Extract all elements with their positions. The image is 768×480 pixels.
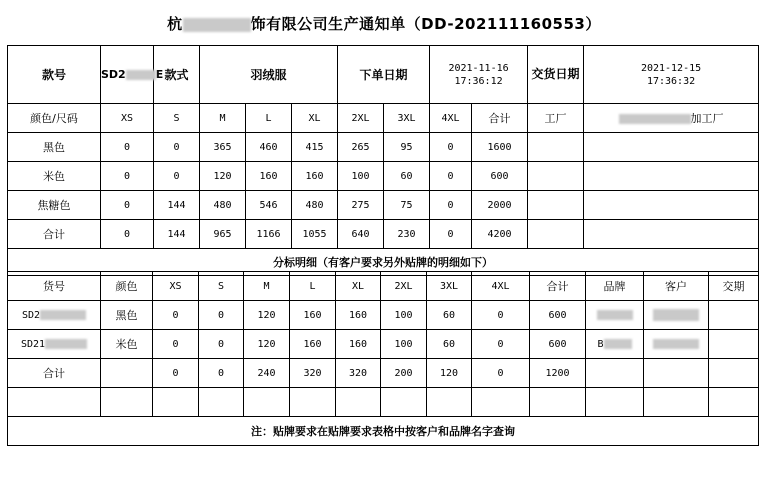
- style-value: 羽绒服: [200, 46, 338, 104]
- empty-cell: [244, 388, 290, 417]
- empty-cell: [584, 191, 759, 220]
- size-header-cell: 2XL: [381, 272, 427, 301]
- qty-cell: 120: [427, 359, 472, 388]
- item-no-prefix: SD2: [21, 309, 41, 321]
- color-cell: 米色: [101, 330, 153, 359]
- qty-cell: 160: [292, 162, 338, 191]
- style-no-value: [101, 46, 164, 104]
- redacted-text: [45, 339, 87, 349]
- style-no-label: 款号: [8, 46, 101, 104]
- qty-cell: 200: [381, 359, 427, 388]
- empty-cell: [528, 162, 584, 191]
- qty-cell: 265: [338, 133, 384, 162]
- redacted-text: [126, 70, 156, 80]
- note-row: [8, 417, 759, 446]
- color-header: 颜色: [101, 272, 153, 301]
- qty-cell: 0: [430, 191, 472, 220]
- qty-cell: 60: [427, 330, 472, 359]
- order-date-label: 下单日期: [338, 46, 430, 104]
- color-cell: 米色: [8, 162, 101, 191]
- size-header-cell: XL: [292, 104, 338, 133]
- total-label: 合计: [8, 359, 101, 388]
- redacted-text: [40, 310, 86, 320]
- empty-cell: [586, 359, 644, 388]
- row-total: 600: [472, 162, 528, 191]
- table-row: [8, 330, 759, 359]
- customer-cell: [644, 301, 709, 330]
- table-row: [8, 191, 759, 220]
- customer-cell: [644, 330, 709, 359]
- empty-cell: [584, 220, 759, 249]
- table-row: [8, 162, 759, 191]
- qty-cell: 0: [154, 133, 200, 162]
- empty-cell: [153, 388, 199, 417]
- qty-cell: 120: [200, 162, 246, 191]
- brand-header: 品牌: [586, 272, 644, 301]
- qty-cell: 415: [292, 133, 338, 162]
- qty-cell: 160: [336, 301, 381, 330]
- factory-value: [584, 104, 759, 133]
- header-row: [8, 46, 759, 104]
- color-cell: 黑色: [101, 301, 153, 330]
- row-total: 2000: [472, 191, 528, 220]
- empty-cell: [101, 388, 153, 417]
- size-header-cell: 3XL: [384, 104, 430, 133]
- empty-cell: [427, 388, 472, 417]
- size-header-row: [8, 104, 759, 133]
- size-header-cell: 3XL: [427, 272, 472, 301]
- size-header-cell: 4XL: [472, 272, 530, 301]
- qty-cell: 275: [338, 191, 384, 220]
- qty-cell: 0: [199, 301, 244, 330]
- color-size-label: 颜色/尺码: [8, 104, 101, 133]
- redacted-text: [604, 339, 632, 349]
- item-no-prefix: SD21: [20, 338, 46, 350]
- qty-cell: 144: [154, 220, 200, 249]
- qty-cell: 144: [154, 191, 200, 220]
- row-total: 1600: [472, 133, 528, 162]
- item-no-header: 货号: [8, 272, 101, 301]
- total-header: 合计: [472, 104, 528, 133]
- qty-cell: 160: [336, 330, 381, 359]
- qty-cell: 0: [101, 162, 154, 191]
- qty-cell: 1166: [246, 220, 292, 249]
- customer-header: 客户: [644, 272, 709, 301]
- factory-label: 工厂: [528, 104, 584, 133]
- qty-cell: 0: [154, 162, 200, 191]
- size-header-cell: S: [199, 272, 244, 301]
- color-cell: 焦糖色: [8, 191, 101, 220]
- document-title: [0, 13, 768, 34]
- qty-cell: 0: [472, 330, 530, 359]
- qty-cell: 320: [290, 359, 336, 388]
- item-no-cell: [8, 301, 101, 330]
- empty-cell: [644, 388, 709, 417]
- style-no-suffix: E: [155, 68, 164, 81]
- empty-cell: [528, 133, 584, 162]
- factory-suffix: 加工厂: [690, 112, 724, 125]
- delivery-date-value: [584, 46, 759, 104]
- order-time: 17:36:12: [454, 75, 503, 87]
- size-table: [7, 45, 759, 276]
- size-header-cell: M: [200, 104, 246, 133]
- size-header-cell: L: [290, 272, 336, 301]
- qty-cell: 240: [244, 359, 290, 388]
- note: 注：贴牌要求在贴牌要求表格中按客户和品牌名字查询: [8, 417, 759, 446]
- empty-cell: [709, 359, 759, 388]
- detail-header-row: [8, 272, 759, 301]
- qty-cell: 0: [472, 301, 530, 330]
- qty-cell: 120: [244, 330, 290, 359]
- table-row: [8, 301, 759, 330]
- delivery-date-label: 交货日期: [528, 46, 584, 104]
- qty-cell: 160: [290, 330, 336, 359]
- table-row: [8, 133, 759, 162]
- qty-cell: 640: [338, 220, 384, 249]
- empty-cell: [586, 388, 644, 417]
- qty-cell: 460: [246, 133, 292, 162]
- qty-cell: 120: [244, 301, 290, 330]
- empty-cell: [530, 388, 586, 417]
- empty-cell: [336, 388, 381, 417]
- empty-cell: [709, 330, 759, 359]
- empty-cell: [709, 388, 759, 417]
- qty-cell: 0: [430, 162, 472, 191]
- qty-cell: 0: [472, 359, 530, 388]
- empty-cell: [472, 388, 530, 417]
- delivery-date: 2021-12-15: [640, 62, 702, 74]
- qty-cell: 0: [153, 330, 199, 359]
- empty-cell: [199, 388, 244, 417]
- empty-cell: [528, 191, 584, 220]
- title-prefix: 杭: [167, 15, 183, 33]
- empty-cell: [8, 388, 101, 417]
- brand-cell: [586, 330, 644, 359]
- item-no-cell: [8, 330, 101, 359]
- empty-cell: [528, 220, 584, 249]
- redacted-text: [597, 310, 633, 320]
- qty-cell: 0: [101, 191, 154, 220]
- qty-cell: 230: [384, 220, 430, 249]
- redacted-text: [183, 18, 251, 32]
- redacted-text: [653, 309, 699, 321]
- empty-cell: [644, 359, 709, 388]
- detail-table-body: [7, 271, 759, 446]
- redacted-text: [619, 114, 691, 124]
- empty-cell: [101, 359, 153, 388]
- size-header-cell: 2XL: [338, 104, 384, 133]
- qty-cell: 160: [290, 301, 336, 330]
- size-header-cell: XS: [153, 272, 199, 301]
- empty-cell: [290, 388, 336, 417]
- empty-cell: [709, 301, 759, 330]
- qty-cell: 365: [200, 133, 246, 162]
- delivery-time: 17:36:32: [646, 75, 696, 87]
- qty-cell: 0: [199, 330, 244, 359]
- qty-cell: 480: [292, 191, 338, 220]
- qty-cell: 480: [200, 191, 246, 220]
- blank-row: [8, 388, 759, 417]
- row-total: 4200: [472, 220, 528, 249]
- qty-cell: 0: [153, 301, 199, 330]
- qty-cell: 75: [384, 191, 430, 220]
- row-total: 600: [530, 330, 586, 359]
- qty-cell: 95: [384, 133, 430, 162]
- qty-cell: 965: [200, 220, 246, 249]
- color-cell: 合计: [8, 220, 101, 249]
- size-header-cell: S: [154, 104, 200, 133]
- brand-prefix: B: [597, 338, 604, 350]
- qty-cell: 60: [427, 301, 472, 330]
- empty-cell: [584, 133, 759, 162]
- detail-title: 分标明细（有客户要求另外贴牌的明细如下）: [8, 249, 759, 276]
- qty-cell: 100: [381, 301, 427, 330]
- qty-cell: 0: [430, 133, 472, 162]
- qty-cell: 0: [153, 359, 199, 388]
- qty-cell: 0: [101, 220, 154, 249]
- size-header-cell: XL: [336, 272, 381, 301]
- qty-cell: 0: [430, 220, 472, 249]
- delivery-header: 交期: [709, 272, 759, 301]
- title-suffix: 饰有限公司生产通知单（DD-202111160553）: [250, 15, 601, 33]
- row-total: 1200: [530, 359, 586, 388]
- qty-cell: 320: [336, 359, 381, 388]
- qty-cell: 60: [384, 162, 430, 191]
- brand-cell: [586, 301, 644, 330]
- order-date: 2021-11-16: [448, 62, 509, 74]
- redacted-text: [653, 339, 699, 349]
- style-label: 款式: [154, 46, 200, 104]
- total-row: [8, 359, 759, 388]
- style-no-prefix: SD2: [101, 68, 126, 81]
- row-total: 600: [530, 301, 586, 330]
- color-cell: 黑色: [8, 133, 101, 162]
- total-row: [8, 220, 759, 249]
- empty-cell: [381, 388, 427, 417]
- qty-cell: 1055: [292, 220, 338, 249]
- size-header-cell: XS: [101, 104, 154, 133]
- order-date-value: [430, 46, 528, 104]
- qty-cell: 100: [338, 162, 384, 191]
- qty-cell: 100: [381, 330, 427, 359]
- size-header-cell: 4XL: [430, 104, 472, 133]
- qty-cell: 160: [246, 162, 292, 191]
- empty-cell: [584, 162, 759, 191]
- qty-cell: 0: [101, 133, 154, 162]
- size-header-cell: L: [246, 104, 292, 133]
- qty-cell: 546: [246, 191, 292, 220]
- size-header-cell: M: [244, 272, 290, 301]
- qty-cell: 0: [199, 359, 244, 388]
- total-header: 合计: [530, 272, 586, 301]
